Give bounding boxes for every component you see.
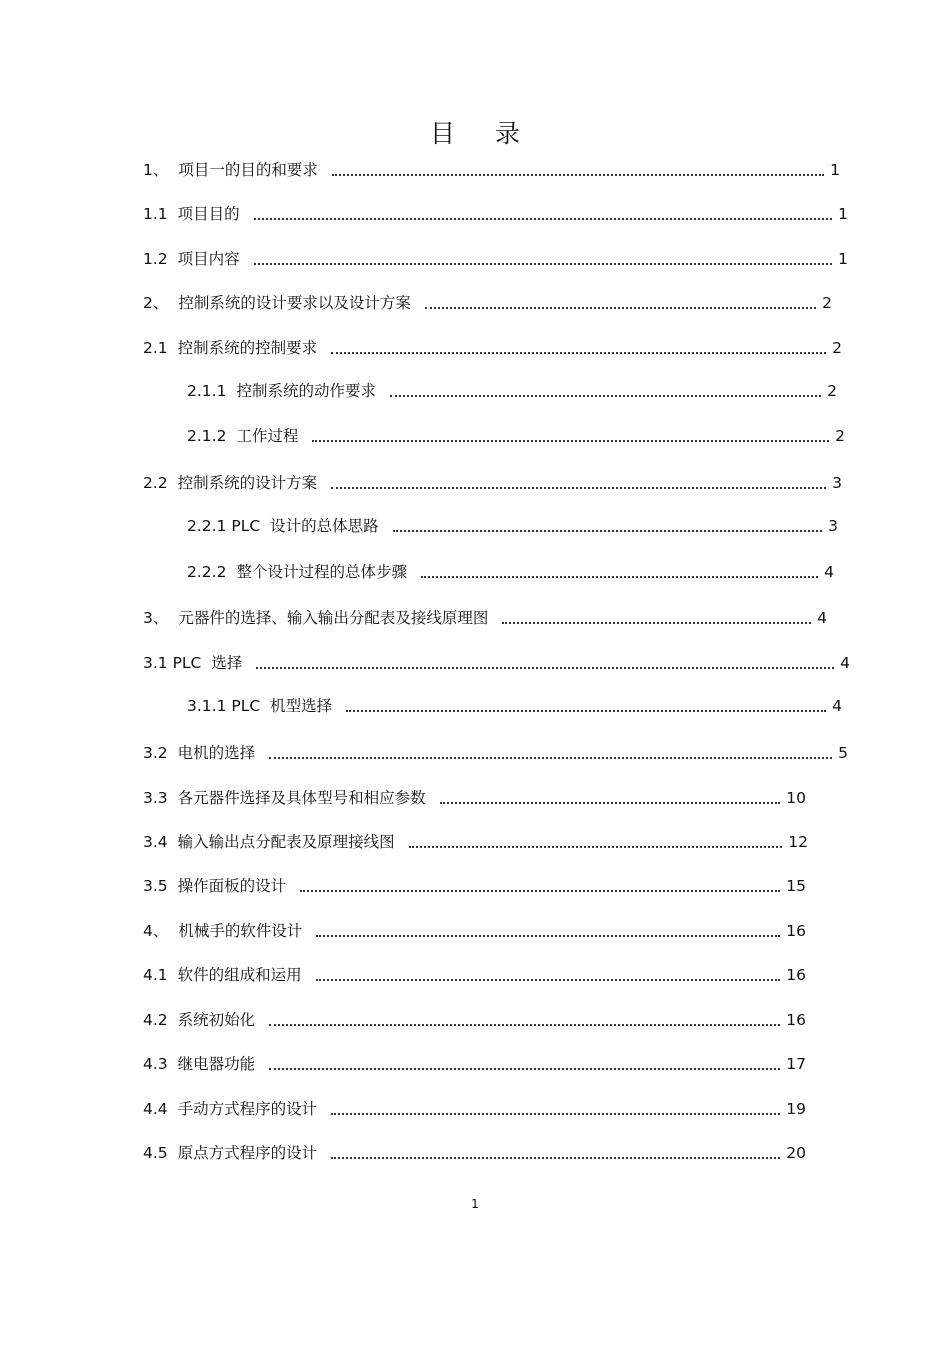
- toc-dot-leader: [316, 979, 781, 981]
- toc-dot-leader: [300, 890, 780, 892]
- toc-entry-number: 4、: [143, 922, 169, 940]
- toc-dot-leader: [409, 846, 783, 848]
- toc-dot-leader: [269, 757, 832, 759]
- toc-entry-number: 2.1.1: [187, 382, 227, 400]
- toc-entry-label: 输入输出点分配表及原理接线图: [177, 833, 395, 851]
- toc-entry-page-number: 2: [832, 339, 842, 357]
- toc-entry-page-number: 19: [786, 1100, 806, 1118]
- toc-entry-number: 3.1 PLC: [143, 654, 202, 672]
- toc-dot-leader: [331, 1157, 780, 1159]
- toc-entry-number: 2.2.2: [187, 563, 227, 581]
- toc-entry: [143, 471, 842, 493]
- toc-entry-number: 3.2: [143, 744, 168, 762]
- toc-entry-label: 整个设计过程的总体步骤: [236, 563, 407, 581]
- toc-entry: [187, 514, 838, 536]
- toc-entry: [143, 1008, 806, 1030]
- toc-entry-label: 系统初始化: [177, 1011, 256, 1029]
- toc-entry-label: 项目一的目的和要求: [178, 161, 318, 179]
- toc-entry-label: 继电器功能: [177, 1055, 256, 1073]
- toc-entry-page-number: 4: [832, 697, 842, 715]
- toc-dot-leader: [269, 1068, 780, 1070]
- toc-entry-number: 4.1: [143, 966, 168, 984]
- toc-dot-leader: [331, 352, 826, 354]
- toc-dot-leader: [254, 263, 832, 265]
- toc-entry-label: 电机的选择: [177, 744, 256, 762]
- toc-dot-leader: [269, 1024, 780, 1026]
- toc-entry: [143, 291, 832, 313]
- toc-entry-page-number: 4: [824, 563, 834, 581]
- footer-page-number: 1: [471, 1197, 479, 1211]
- toc-dot-leader: [425, 307, 816, 309]
- toc-entry-label: 各元器件选择及具体型号和相应参数: [177, 789, 426, 807]
- toc-entry: [143, 963, 806, 985]
- toc-dot-leader: [502, 622, 811, 624]
- toc-entry-label: 软件的组成和运用: [177, 966, 302, 984]
- toc-title-right: 录: [495, 119, 521, 148]
- toc-entry-number: 1、: [143, 161, 169, 179]
- toc-entry-label: 选择: [211, 654, 243, 672]
- toc-entry-label: 元器件的选择、输入输出分配表及接线原理图: [178, 609, 489, 627]
- toc-entry-number: 1.2: [143, 250, 168, 268]
- toc-entry-number: 4.2: [143, 1011, 168, 1029]
- toc-entry-label: 控制系统的设计要求以及设计方案: [178, 294, 411, 312]
- toc-entry-page-number: 2: [822, 294, 832, 312]
- toc-entry-label: 设计的总体思路: [270, 517, 379, 535]
- toc-entry-label: 项目内容: [177, 250, 240, 268]
- toc-entry-number: 4.5: [143, 1144, 168, 1162]
- toc-entry: [143, 336, 842, 358]
- toc-entry-page-number: 3: [832, 474, 842, 492]
- toc-entry-label: 控制系统的设计方案: [177, 474, 318, 492]
- toc-entry-page-number: 16: [786, 922, 806, 940]
- toc-entry-page-number: 1: [830, 161, 840, 179]
- toc-entry-number: 2.1.2: [187, 427, 227, 445]
- toc-entry-label: 手动方式程序的设计: [177, 1100, 318, 1118]
- toc-dot-leader: [440, 802, 781, 804]
- toc-entry-page-number: 2: [827, 382, 837, 400]
- toc-title: [0, 114, 950, 150]
- toc-entry-page-number: 5: [838, 744, 848, 762]
- toc-entry: [143, 1097, 806, 1119]
- toc-entry-label: 机型选择: [270, 697, 333, 715]
- toc-entry: [187, 560, 834, 582]
- toc-dot-leader: [346, 710, 826, 712]
- toc-entry-page-number: 3: [828, 517, 838, 535]
- toc-entry-page-number: 1: [838, 250, 848, 268]
- toc-entry: [143, 158, 840, 180]
- toc-entry-page-number: 17: [786, 1055, 806, 1073]
- toc-entry-label: 控制系统的动作要求: [236, 382, 376, 400]
- toc-entry-label: 工作过程: [236, 427, 299, 445]
- toc-entry: [143, 651, 850, 673]
- toc-dot-leader: [390, 395, 821, 397]
- toc-entry: [187, 424, 845, 446]
- toc-dot-leader: [421, 576, 818, 578]
- toc-entry-page-number: 4: [840, 654, 850, 672]
- toc-entry-number: 2.1: [143, 339, 168, 357]
- toc-entry-number: 2.2: [143, 474, 168, 492]
- toc-entry-page-number: 1: [838, 205, 848, 223]
- toc-dot-leader: [316, 935, 780, 937]
- toc-entry-label: 操作面板的设计: [177, 877, 287, 895]
- toc-entry: [143, 919, 806, 941]
- toc-entry: [143, 786, 806, 808]
- toc-entry-number: 4.4: [143, 1100, 168, 1118]
- toc-entry-number: 3.3: [143, 789, 168, 807]
- toc-dot-leader: [256, 667, 834, 669]
- toc-entry-number: 3.1.1 PLC: [187, 697, 261, 715]
- toc-entry-label: 原点方式程序的设计: [177, 1144, 318, 1162]
- toc-entry: [143, 202, 848, 224]
- toc-entry: [143, 741, 848, 763]
- toc-entry-page-number: 16: [786, 1011, 806, 1029]
- toc-entry: [143, 830, 808, 852]
- toc-entry: [143, 1052, 806, 1074]
- toc-entry-number: 3、: [143, 609, 169, 627]
- toc-entry-number: 4.3: [143, 1055, 168, 1073]
- toc-entry-page-number: 12: [788, 833, 808, 851]
- toc-entry-page-number: 2: [835, 427, 845, 445]
- toc-entry: [143, 606, 827, 628]
- toc-entry-label: 控制系统的控制要求: [177, 339, 318, 357]
- toc-entry-label: 机械手的软件设计: [178, 922, 303, 940]
- toc-entry-number: 3.4: [143, 833, 168, 851]
- toc-dot-leader: [312, 440, 829, 442]
- toc-entry-label: 项目目的: [177, 205, 240, 223]
- toc-entry: [143, 874, 806, 896]
- toc-entry-number: 3.5: [143, 877, 168, 895]
- toc-dot-leader: [254, 218, 832, 220]
- toc-dot-leader: [393, 530, 822, 532]
- toc-entry-page-number: 10: [786, 789, 806, 807]
- toc-entry-number: 1.1: [143, 205, 168, 223]
- toc-entry-number: 2.2.1 PLC: [187, 517, 261, 535]
- toc-entry: [143, 247, 848, 269]
- toc-entry-page-number: 15: [786, 877, 806, 895]
- toc-entry: [187, 379, 837, 401]
- toc-title-left: 目: [429, 119, 455, 148]
- toc-dot-leader: [331, 487, 826, 489]
- toc-entry-page-number: 16: [786, 966, 806, 984]
- toc-dot-leader: [332, 174, 824, 176]
- toc-entry: [187, 694, 842, 716]
- toc-dot-leader: [331, 1113, 780, 1115]
- toc-entry: [143, 1141, 806, 1163]
- toc-entry-number: 2、: [143, 294, 169, 312]
- toc-entry-page-number: 20: [786, 1144, 806, 1162]
- toc-entry-page-number: 4: [817, 609, 827, 627]
